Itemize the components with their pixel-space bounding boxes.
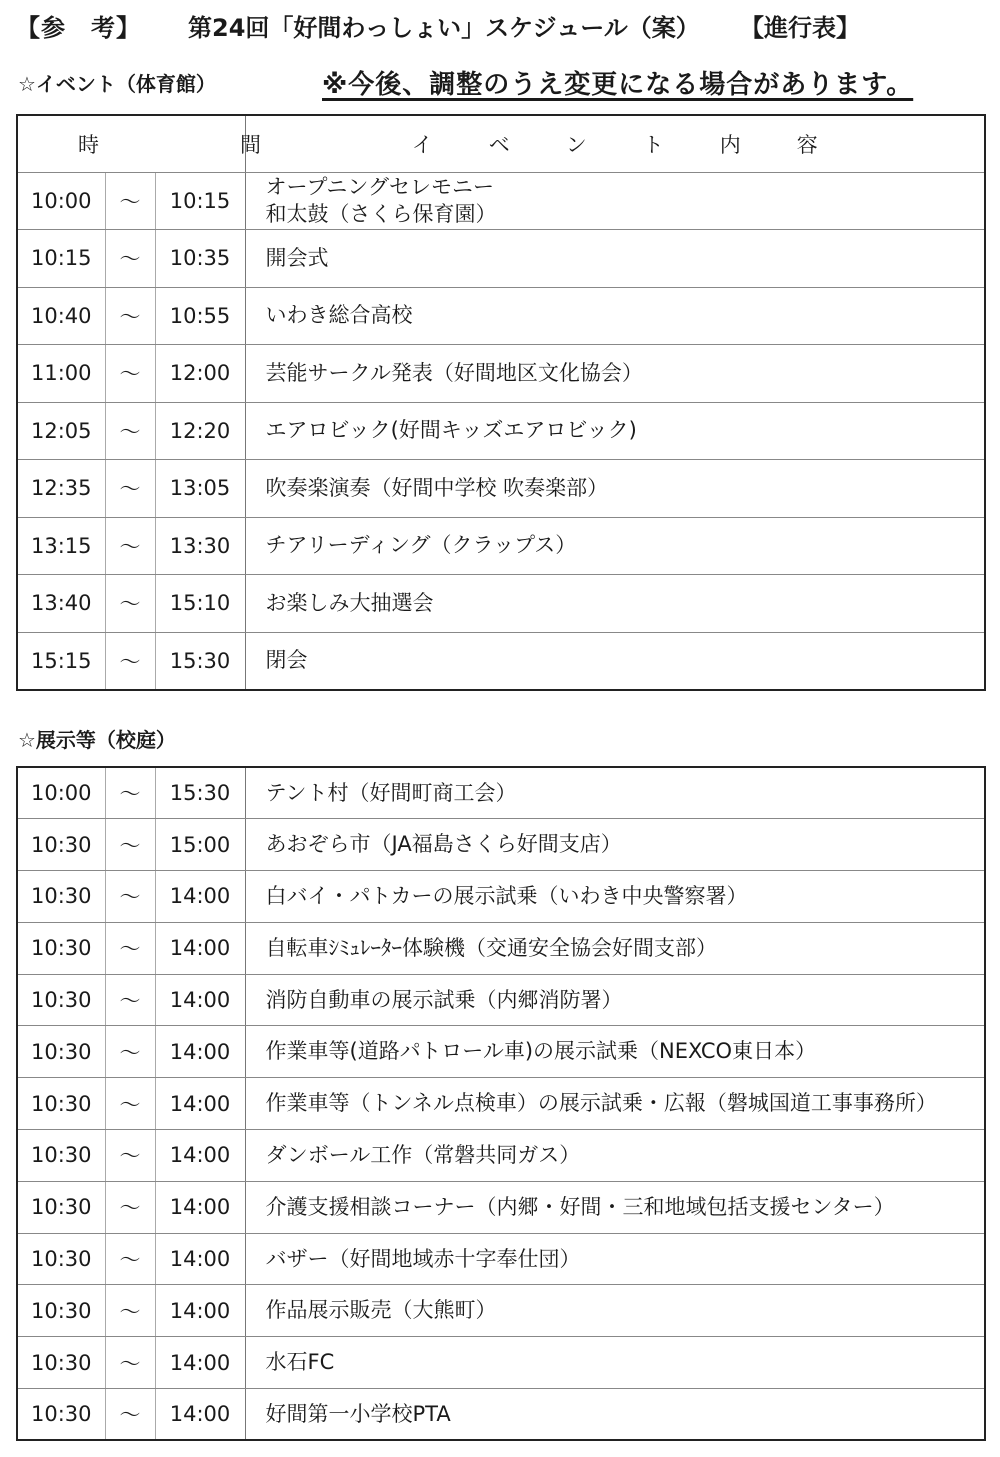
- event-row: [17, 287, 985, 345]
- exhibit-description: テント村（好間町商工会）: [245, 767, 985, 819]
- reference-label: 【参 考】: [16, 14, 141, 42]
- time-separator: ～: [105, 974, 155, 1026]
- event-table-header: [17, 115, 985, 172]
- time-separator: ～: [105, 1078, 155, 1130]
- start-time: 10:30: [17, 871, 105, 923]
- exhibit-description: 介護支援相談コーナー（内郷・好間・三和地域包括支援センター）: [245, 1181, 985, 1233]
- exhibit-description: バザー（好間地域赤十字奉仕団）: [245, 1233, 985, 1285]
- end-time: 14:00: [155, 974, 245, 1026]
- exhibit-description: あおぞら市（JA福島さくら好間支店）: [245, 819, 985, 871]
- event-row: [17, 172, 985, 230]
- end-time: 10:35: [155, 230, 245, 288]
- event-row: [17, 632, 985, 690]
- start-time: 10:30: [17, 1233, 105, 1285]
- end-time: 15:30: [155, 632, 245, 690]
- event-description: [245, 345, 985, 403]
- exhibit-description: 作業車等(道路パトロール車)の展示試乗（NEXCO東日本）: [245, 1026, 985, 1078]
- exhibit-description: ダンボール工作（常磐共同ガス）: [245, 1130, 985, 1182]
- time-separator: ～: [105, 172, 155, 230]
- end-time: 14:00: [155, 1389, 245, 1441]
- time-separator: ～: [105, 1337, 155, 1389]
- event-description: [245, 230, 985, 288]
- event-description: [245, 287, 985, 345]
- event-schedule-table: [16, 114, 986, 691]
- exhibit-description: 白バイ・パトカーの展示試乗（いわき中央警察署）: [245, 871, 985, 923]
- event-line: いわき総合高校: [265, 303, 413, 328]
- time-separator: ～: [105, 230, 155, 288]
- event-section-label: ☆イベント（体育館）: [18, 72, 216, 96]
- exhibit-row: [17, 1389, 985, 1441]
- exhibit-row: [17, 871, 985, 923]
- end-time: 15:30: [155, 767, 245, 819]
- start-time: 10:30: [17, 1078, 105, 1130]
- start-time: 13:15: [17, 517, 105, 575]
- end-time: 14:00: [155, 1285, 245, 1337]
- start-time: 11:00: [17, 345, 105, 403]
- document-title: 第24回「好間わっしょい」スケジュール（案）: [188, 14, 700, 42]
- event-row: [17, 517, 985, 575]
- start-time: 15:15: [17, 632, 105, 690]
- start-time: 13:40: [17, 575, 105, 633]
- end-time: 14:00: [155, 1026, 245, 1078]
- exhibit-schedule-table: [16, 766, 986, 1441]
- column-header-event: イベント内容: [245, 115, 985, 172]
- end-time: 14:00: [155, 1337, 245, 1389]
- end-time: 14:00: [155, 1181, 245, 1233]
- exhibit-row: [17, 1233, 985, 1285]
- start-time: 10:30: [17, 1389, 105, 1441]
- start-time: 12:35: [17, 460, 105, 518]
- exhibit-description: 好間第一小学校PTA: [245, 1389, 985, 1441]
- time-separator: ～: [105, 819, 155, 871]
- start-time: 10:40: [17, 287, 105, 345]
- event-line: お楽しみ大抽選会: [265, 590, 434, 615]
- start-time: 10:15: [17, 230, 105, 288]
- end-time: 12:20: [155, 402, 245, 460]
- exhibit-row: [17, 1181, 985, 1233]
- start-time: 10:30: [17, 1026, 105, 1078]
- event-row: [17, 230, 985, 288]
- end-time: 13:05: [155, 460, 245, 518]
- time-separator: ～: [105, 460, 155, 518]
- time-separator: ～: [105, 767, 155, 819]
- start-time: 10:30: [17, 1285, 105, 1337]
- start-time: 10:30: [17, 1337, 105, 1389]
- time-separator: ～: [105, 1285, 155, 1337]
- event-row: [17, 460, 985, 518]
- time-separator: ～: [105, 1026, 155, 1078]
- start-time: 12:05: [17, 402, 105, 460]
- start-time: 10:00: [17, 767, 105, 819]
- time-separator: ～: [105, 1389, 155, 1441]
- end-time: 10:15: [155, 172, 245, 230]
- exhibit-row: [17, 819, 985, 871]
- exhibit-row: [17, 1078, 985, 1130]
- time-separator: ～: [105, 517, 155, 575]
- event-row: [17, 575, 985, 633]
- start-time: 10:30: [17, 819, 105, 871]
- exhibit-row: [17, 974, 985, 1026]
- event-description: [245, 632, 985, 690]
- time-separator: ～: [105, 1130, 155, 1182]
- end-time: 14:00: [155, 1078, 245, 1130]
- end-time: 14:00: [155, 922, 245, 974]
- event-description: [245, 575, 985, 633]
- end-time: 14:00: [155, 1233, 245, 1285]
- document-header: [16, 6, 986, 42]
- end-time: 13:30: [155, 517, 245, 575]
- end-time: 10:55: [155, 287, 245, 345]
- time-separator: ～: [105, 575, 155, 633]
- time-separator: ～: [105, 1233, 155, 1285]
- end-time: 12:00: [155, 345, 245, 403]
- exhibit-row: [17, 1285, 985, 1337]
- exhibit-description: 作品展示販売（大熊町）: [245, 1285, 985, 1337]
- event-row: [17, 402, 985, 460]
- time-separator: ～: [105, 632, 155, 690]
- time-separator: ～: [105, 287, 155, 345]
- event-line: 開会式: [265, 245, 329, 270]
- start-time: 10:30: [17, 1130, 105, 1182]
- event-description: [245, 402, 985, 460]
- time-separator: ～: [105, 871, 155, 923]
- exhibit-row: [17, 922, 985, 974]
- exhibit-row: [17, 1337, 985, 1389]
- column-header-time: 時 間: [17, 115, 245, 172]
- event-line: 吹奏楽演奏（好間中学校 吹奏楽部）: [265, 475, 609, 500]
- event-description: [245, 460, 985, 518]
- event-line: オープニングセレモニー: [265, 174, 494, 199]
- event-line: 閉会: [265, 648, 308, 672]
- exhibit-row: [17, 1130, 985, 1182]
- event-line: 芸能サークル発表（好間地区文化協会）: [265, 360, 643, 385]
- event-row: [17, 345, 985, 403]
- end-time: 15:10: [155, 575, 245, 633]
- event-description: [245, 517, 985, 575]
- end-time: 14:00: [155, 1130, 245, 1182]
- event-line: チアリーディング（クラップス）: [265, 533, 577, 558]
- event-line: エアロビック(好間キッズエアロビック): [265, 418, 637, 443]
- exhibit-description: 消防自動車の展示試乗（内郷消防署）: [245, 974, 985, 1026]
- event-line: 和太鼓（さくら保育園）: [265, 201, 497, 226]
- event-description: [245, 172, 985, 230]
- start-time: 10:00: [17, 172, 105, 230]
- start-time: 10:30: [17, 1181, 105, 1233]
- exhibit-description: 作業車等（トンネル点検車）の展示試乗・広報（磐城国道工事事務所）: [245, 1078, 985, 1130]
- progress-table-label: 【進行表】: [740, 14, 860, 42]
- time-separator: ～: [105, 345, 155, 403]
- time-separator: ～: [105, 402, 155, 460]
- exhibit-section-label: ☆展示等（校庭）: [18, 728, 176, 752]
- time-separator: ～: [105, 922, 155, 974]
- exhibit-description: 水石FC: [245, 1337, 985, 1389]
- exhibit-description: 自転車ｼﾐｭﾚｰﾀｰ体験機（交通安全協会好間支部）: [245, 922, 985, 974]
- exhibit-row: [17, 1026, 985, 1078]
- exhibit-row: [17, 767, 985, 819]
- change-notice: ※今後、調整のうえ変更になる場合があります。: [322, 70, 914, 100]
- start-time: 10:30: [17, 974, 105, 1026]
- end-time: 14:00: [155, 871, 245, 923]
- end-time: 15:00: [155, 819, 245, 871]
- start-time: 10:30: [17, 922, 105, 974]
- time-separator: ～: [105, 1181, 155, 1233]
